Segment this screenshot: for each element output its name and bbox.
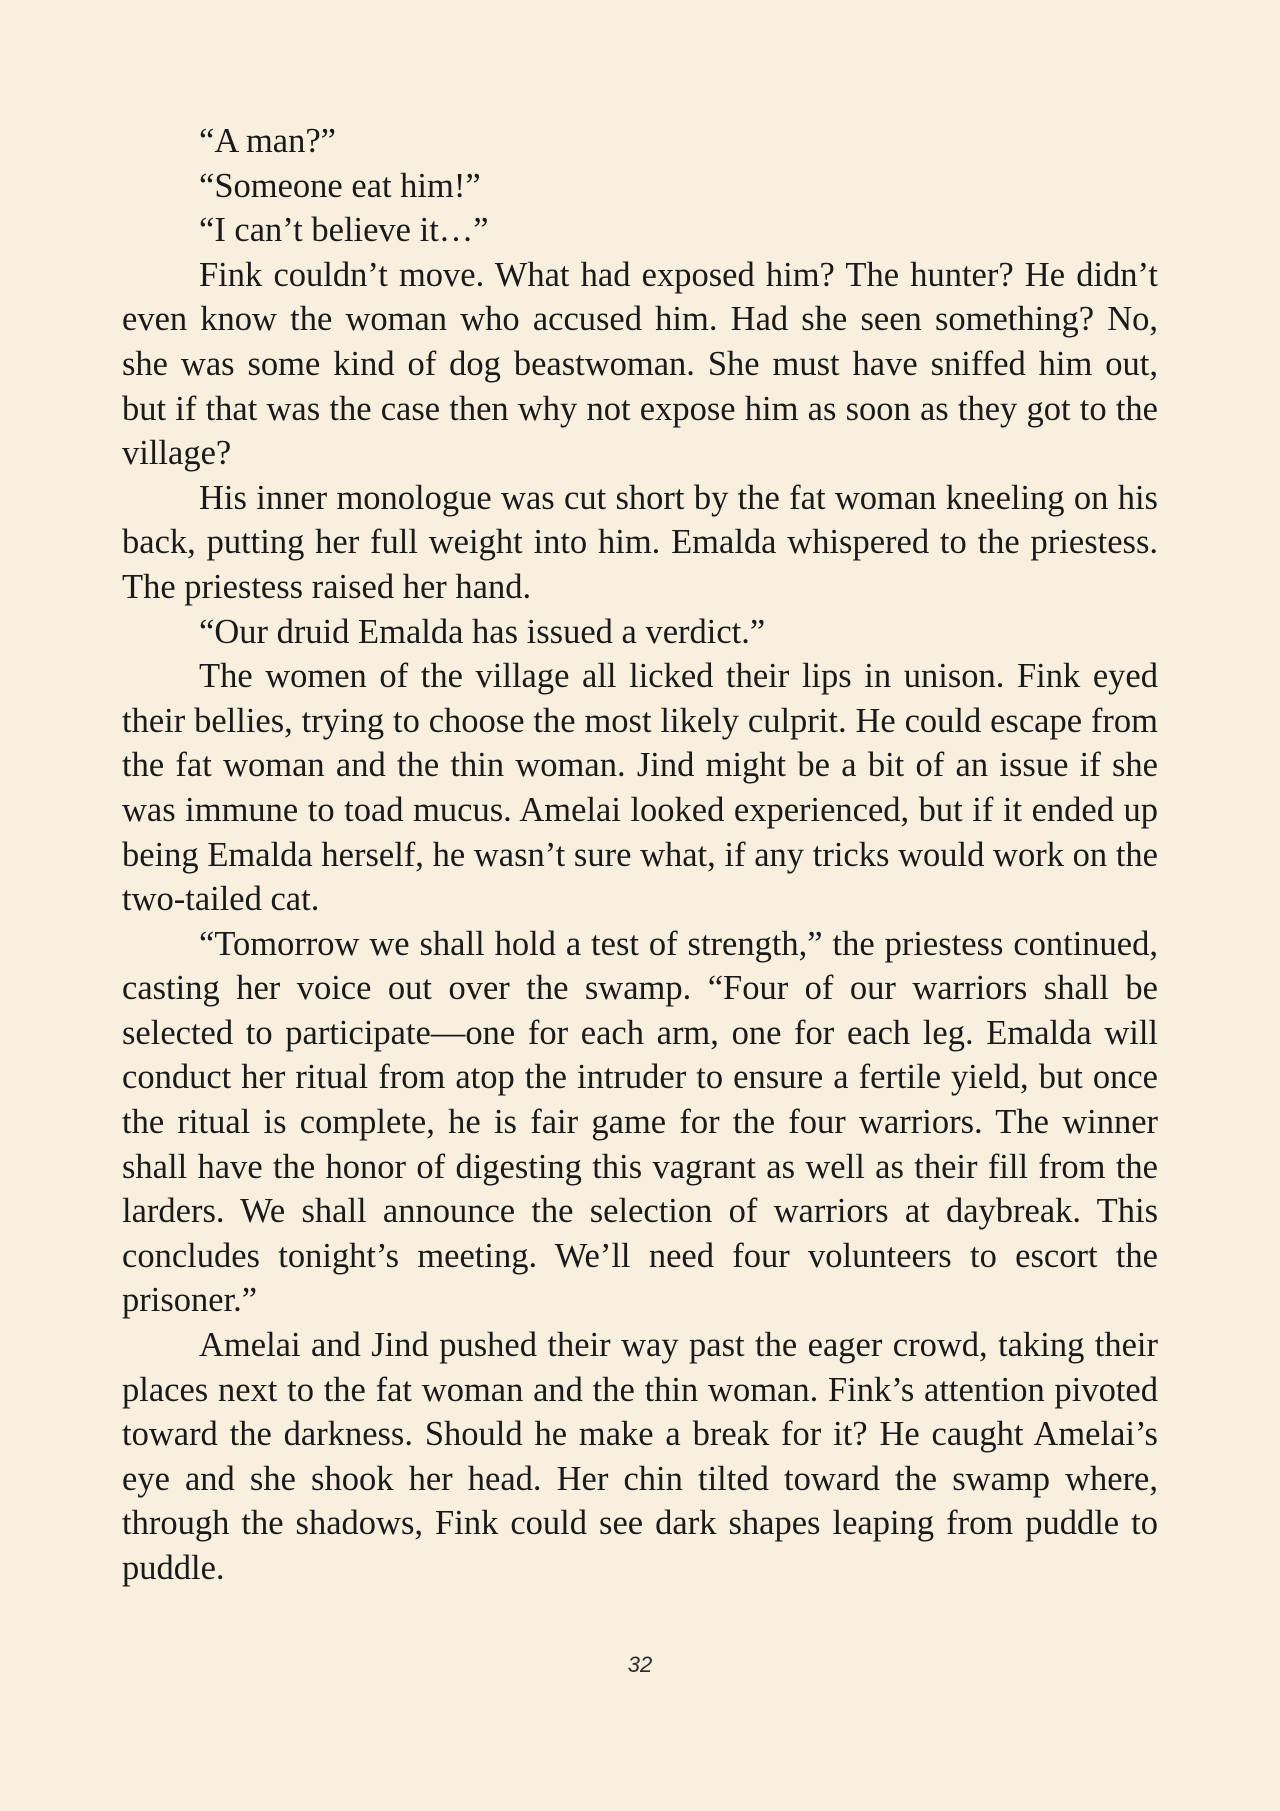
paragraph-dialogue-3: “I can’t believe it…”	[199, 211, 489, 250]
paragraph-dialogue-2: “Someone eat him!”	[199, 166, 481, 205]
paragraph-amelai-and-jind: Amelai and Jind pushed their way past the eager crowd, taking their places next to the fat woman and the thin woman. Fink’s attention pivoted toward the darkness. Should he make a break for it? He caught Amelai’s eye and she shook her head. Her chin tilted toward the swamp where, through the shadows, Fink could see dark shapes leaping from puddle to puddle.	[122, 1326, 1158, 1587]
paragraph-women-of-village: The women of the village all licked their lips in unison. Fink eyed their bellies, trying to choose the most likely culprit. He could escape from the fat woman and the thin woman. Jind might be a bit of an issue if she was immune to toad mucus. Amelai looked experienced, but if it ended up being Emalda herself, he wasn’t sure what, if any tricks would work on the two-tailed cat.	[122, 657, 1158, 919]
paragraph-verdict: “Our druid Emalda has issued a verdict.”	[199, 612, 766, 651]
paragraph-test-of-strength: “Tomorrow we shall hold a test of strength,” the priestess continued, casting her voice out over the swamp. “Four of our warriors shall be selected to participate—one for each arm, one for each leg. Emalda will conduct her ritual from atop the intruder to ensure a fertile yield, but once the ritual is complete, he is fair game for the four warriors. The winner shall have the honor of digesting this vagrant as well as their fill from the larders. We shall announce the selection of warriors at daybreak. This concludes tonight’s meeting. We’ll need four volunteers to escort the prisoner.”	[122, 924, 1158, 1320]
page-body	[122, 119, 1158, 1591]
paragraph-inner-monologue: His inner monologue was cut short by the fat woman kneeling on his back, putting her full weight into him. Emalda whispered to the priestess. The priestess raised her hand.	[122, 478, 1158, 606]
paragraph-dialogue-1: “A man?”	[199, 122, 336, 160]
paragraph-fink-couldnt-move: Fink couldn’t move. What had exposed him? The hunter? He didn’t even know the woman who accused him. Had she seen something? No, she was some kind of dog beastwoman. She must have sniffed him out, but if that was the case then why not expose him as soon as they got to the village?	[122, 255, 1158, 473]
page-number: 32	[627, 1652, 653, 1677]
